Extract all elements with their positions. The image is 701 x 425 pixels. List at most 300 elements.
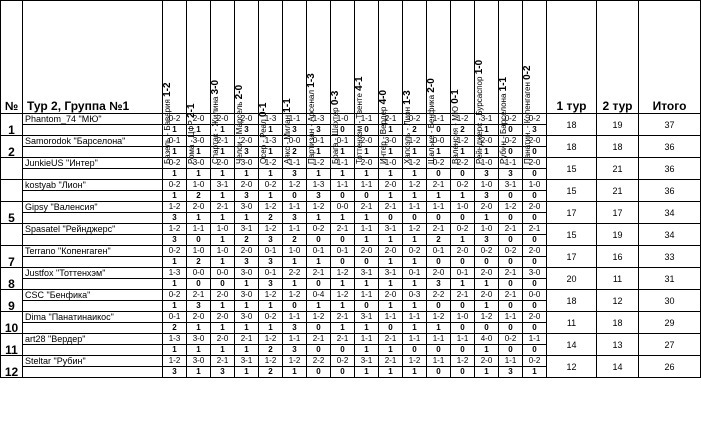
page-title: Тур 2, Группа №1 [23, 1, 163, 114]
prediction-cell: 2-0 [379, 290, 403, 301]
points-cell: 0 [307, 345, 331, 356]
points-cell: 3 [475, 191, 499, 202]
points-cell: 0 [499, 213, 523, 224]
prediction-cell: 0-1 [259, 246, 283, 257]
rank-cell: 9 [1, 290, 23, 312]
points-cell: 0 [451, 301, 475, 312]
rank-cell: 10 [1, 312, 23, 334]
prediction-cell: 1-0 [211, 224, 235, 235]
prediction-cell: 3-0 [235, 290, 259, 301]
points-cell: 1 [403, 147, 427, 158]
table-row [1, 224, 701, 235]
points-cell: 1 [307, 301, 331, 312]
points-cell: 1 [355, 213, 379, 224]
total-points: 30 [639, 290, 701, 312]
prediction-cell: 2-0 [211, 334, 235, 345]
prediction-cell: 3-1 [211, 180, 235, 191]
table-row [1, 334, 701, 345]
prediction-cell: 1-2 [403, 356, 427, 367]
points-cell: 1 [283, 367, 307, 378]
round2-header: 2 тур [597, 1, 639, 114]
points-cell: 1 [427, 147, 451, 158]
points-cell: 0 [427, 213, 451, 224]
points-cell: 1 [331, 213, 355, 224]
prediction-cell: 1-1 [283, 334, 307, 345]
points-cell: 1 [187, 323, 211, 334]
match-score: 0-3 [329, 90, 341, 106]
points-cell: 0 [499, 125, 523, 136]
prediction-cell: 1-2 [259, 334, 283, 345]
prediction-cell: 2-1 [499, 224, 523, 235]
points-cell: 1 [163, 279, 187, 290]
points-cell: 1 [475, 345, 499, 356]
points-cell: 1 [379, 125, 403, 136]
points-cell: 3 [283, 213, 307, 224]
prediction-cell: 1-2 [451, 114, 475, 125]
match-teams: Базель - Бавария [162, 99, 172, 164]
prediction-cell: 1-2 [451, 356, 475, 367]
prediction-cell: 1-1 [427, 114, 451, 125]
round2-points: 21 [597, 180, 639, 202]
prediction-cell: 3-1 [235, 356, 259, 367]
points-cell: 3 [235, 125, 259, 136]
prediction-cell: 1-2 [403, 158, 427, 169]
match-score: 4-1 [353, 76, 365, 91]
match-teams: Панатин. - Копенгаген [522, 82, 532, 164]
prediction-cell: 1-3 [163, 268, 187, 279]
points-cell: 1 [163, 191, 187, 202]
points-cell: 2 [259, 213, 283, 224]
prediction-cell: 1-3 [163, 334, 187, 345]
points-cell: 1 [235, 345, 259, 356]
prediction-cell: 2-1 [331, 334, 355, 345]
points-cell: 0 [307, 323, 331, 334]
points-cell: 0 [499, 147, 523, 158]
points-cell: 3 [283, 323, 307, 334]
prediction-cell: 2-0 [379, 180, 403, 191]
points-cell: 0 [499, 257, 523, 268]
round1-points: 15 [547, 224, 597, 246]
prediction-cell: 0-2 [259, 180, 283, 191]
points-cell: 0 [427, 125, 451, 136]
prediction-cell: 2-0 [355, 158, 379, 169]
round1-points: 15 [547, 180, 597, 202]
prediction-cell: 0-2 [163, 158, 187, 169]
prediction-cell: 2-2 [283, 268, 307, 279]
name-spacer [23, 367, 163, 378]
points-cell: 3 [259, 257, 283, 268]
points-cell: 1 [355, 147, 379, 158]
match-teams: Спартак - Жилина [210, 96, 220, 164]
prediction-cell: 2-1 [379, 114, 403, 125]
prediction-cell: 2-1 [379, 202, 403, 213]
prediction-cell: 1-2 [475, 312, 499, 323]
points-cell: 0 [427, 345, 451, 356]
points-cell: 3 [163, 213, 187, 224]
prediction-cell: 0-2 [499, 114, 523, 125]
table-row [1, 246, 701, 257]
prediction-cell: 1-2 [451, 136, 475, 147]
table-row [1, 180, 701, 191]
prediction-cell: 0-2 [307, 224, 331, 235]
points-cell: 1 [211, 235, 235, 246]
points-cell: 1 [475, 279, 499, 290]
points-cell: 2 [187, 257, 211, 268]
round2-points: 19 [597, 224, 639, 246]
points-cell: 1 [187, 169, 211, 180]
name-spacer [23, 213, 163, 224]
match-score: 2-0 [233, 84, 245, 100]
rank-cell: 5 [1, 202, 23, 224]
points-cell: 3 [427, 279, 451, 290]
points-cell: 0 [187, 279, 211, 290]
prediction-cell: 1-1 [331, 180, 355, 191]
prediction-cell: 1-0 [451, 312, 475, 323]
points-cell: 0 [523, 169, 547, 180]
table-row [1, 158, 701, 169]
prediction-cell: 1-1 [283, 114, 307, 125]
points-cell: 1 [211, 213, 235, 224]
prediction-cell: 2-0 [523, 136, 547, 147]
points-cell: 1 [187, 125, 211, 136]
prediction-cell: 2-0 [211, 290, 235, 301]
total-points: 26 [639, 356, 701, 378]
participant-name: Phantom_74 "МЮ" [23, 114, 163, 125]
points-cell: 2 [283, 235, 307, 246]
prediction-cell: 0-1 [163, 136, 187, 147]
points-cell: 3 [235, 257, 259, 268]
round2-points: 19 [597, 114, 639, 136]
prediction-cell: 1-1 [355, 334, 379, 345]
prediction-cell: 0-1 [403, 268, 427, 279]
points-cell: 0 [331, 257, 355, 268]
prediction-cell: 1-2 [283, 356, 307, 367]
prediction-cell: 2-0 [187, 202, 211, 213]
prediction-cell: 2-1 [379, 356, 403, 367]
participant-name: Spasatel "Рейнджерс" [23, 224, 163, 235]
points-cell: 0 [523, 147, 547, 158]
points-cell: 1 [379, 169, 403, 180]
points-cell: 3 [235, 191, 259, 202]
prediction-cell: 0-2 [163, 180, 187, 191]
points-cell: 0 [499, 345, 523, 356]
prediction-cell: 0-2 [163, 246, 187, 257]
prediction-cell: 1-0 [283, 246, 307, 257]
points-cell: 0 [451, 323, 475, 334]
prediction-cell: 0-1 [331, 136, 355, 147]
prediction-cell: 0-0 [523, 290, 547, 301]
prediction-cell: 1-1 [355, 180, 379, 191]
prediction-cell: 3-0 [187, 334, 211, 345]
points-cell: 0 [523, 213, 547, 224]
table-row [1, 356, 701, 367]
prediction-cell: 1-2 [283, 290, 307, 301]
name-spacer [23, 323, 163, 334]
prediction-cell: 1-1 [451, 334, 475, 345]
points-cell: 1 [523, 367, 547, 378]
prediction-cell: 3-0 [187, 136, 211, 147]
prediction-cell: 2-0 [451, 246, 475, 257]
rank-cell: 7 [1, 246, 23, 268]
match-score: 1-2 [161, 82, 173, 97]
prediction-cell: 2-0 [475, 290, 499, 301]
prediction-cell: 1-2 [427, 312, 451, 323]
total-points: 36 [639, 136, 701, 158]
points-cell: 1 [475, 213, 499, 224]
prediction-cell: 1-2 [283, 180, 307, 191]
points-cell: 1 [163, 125, 187, 136]
prediction-cell: 0-4 [307, 290, 331, 301]
prediction-cell: 3-0 [523, 268, 547, 279]
participant-name: CSC "Бенфика" [23, 290, 163, 301]
prediction-cell: 1-1 [427, 334, 451, 345]
points-cell: 1 [403, 169, 427, 180]
points-cell: 3 [283, 125, 307, 136]
prediction-cell: 3-0 [187, 356, 211, 367]
prediction-cell: 0-3 [403, 290, 427, 301]
prediction-cell: 2-0 [523, 246, 547, 257]
prediction-cell: 1-1 [379, 312, 403, 323]
prediction-cell: 4-0 [475, 334, 499, 345]
match-score: 1-1 [281, 98, 293, 113]
match-teams: Челси - Марсель [234, 101, 244, 164]
name-spacer [23, 169, 163, 180]
match-teams: Интер - Вердер [378, 106, 388, 164]
table-row [1, 136, 701, 147]
prediction-cell: 1-1 [403, 202, 427, 213]
prediction-cell: 3-1 [355, 268, 379, 279]
prediction-cell: 1-1 [331, 158, 355, 169]
points-cell: 1 [379, 191, 403, 202]
prediction-cell: 1-2 [163, 356, 187, 367]
rank-cell [1, 158, 23, 180]
prediction-cell: 3-1 [499, 180, 523, 191]
prediction-cell: 1-1 [355, 290, 379, 301]
points-cell: 2 [259, 345, 283, 356]
points-cell: 0 [283, 191, 307, 202]
prediction-cell: 3-0 [379, 136, 403, 147]
points-cell: 0 [307, 279, 331, 290]
match-score: 0-1 [449, 89, 461, 104]
points-cell: 2 [283, 147, 307, 158]
prediction-cell: 0-2 [331, 356, 355, 367]
points-cell: 0 [283, 301, 307, 312]
points-cell: 0 [451, 257, 475, 268]
prediction-cell: 0-0 [331, 202, 355, 213]
points-cell: 0 [379, 323, 403, 334]
table-row [1, 312, 701, 323]
points-cell: 3 [307, 125, 331, 136]
prediction-cell: 1-2 [403, 180, 427, 191]
prediction-cell: 1-1 [283, 158, 307, 169]
points-cell: 3 [307, 191, 331, 202]
points-cell: 0 [523, 279, 547, 290]
prediction-cell: 2-0 [475, 202, 499, 213]
participant-name: Gipsy "Валенсия" [23, 202, 163, 213]
points-cell: 1 [235, 367, 259, 378]
round2-points: 17 [597, 202, 639, 224]
points-cell: 0 [403, 345, 427, 356]
prediction-cell: 0-2 [499, 246, 523, 257]
points-cell: 0 [379, 213, 403, 224]
prediction-cell: 3-1 [379, 224, 403, 235]
prediction-cell: 2-0 [427, 268, 451, 279]
points-cell: 1 [211, 169, 235, 180]
prediction-cell: 2-0 [235, 246, 259, 257]
prediction-cell: 0-0 [211, 268, 235, 279]
prediction-cell: 2-1 [523, 224, 547, 235]
prediction-cell: 1-3 [259, 114, 283, 125]
points-cell: 0 [331, 345, 355, 356]
table-body [1, 114, 701, 378]
round1-header: 1 тур [547, 1, 597, 114]
points-cell: 1 [163, 345, 187, 356]
points-cell: 3 [163, 367, 187, 378]
prediction-cell: 1-1 [283, 202, 307, 213]
points-cell: 3 [211, 367, 235, 378]
points-cell: 1 [307, 213, 331, 224]
prediction-cell: 2-0 [523, 158, 547, 169]
points-cell: 3 [259, 279, 283, 290]
points-cell: 0 [499, 301, 523, 312]
points-cell: 1 [451, 147, 475, 158]
points-cell: 0 [355, 301, 379, 312]
prediction-cell: 1-0 [379, 158, 403, 169]
prediction-cell: 1-1 [499, 356, 523, 367]
points-cell: 1 [163, 301, 187, 312]
points-cell: 1 [283, 279, 307, 290]
round2-points: 11 [597, 268, 639, 290]
match-teams: Тоттенхэм - Твенте [354, 93, 364, 164]
prediction-cell: 2-0 [211, 158, 235, 169]
points-cell: 1 [379, 235, 403, 246]
round1-points: 11 [547, 312, 597, 334]
round2-points: 18 [597, 312, 639, 334]
prediction-cell: 1-0 [523, 180, 547, 191]
points-cell: 1 [187, 367, 211, 378]
prediction-cell: 0-2 [163, 290, 187, 301]
prediction-cell: 3-1 [379, 268, 403, 279]
prediction-cell: 2-2 [451, 158, 475, 169]
prediction-cell: 1-2 [163, 224, 187, 235]
points-cell: 0 [331, 235, 355, 246]
points-cell: 2 [259, 367, 283, 378]
total-points: 31 [639, 268, 701, 290]
prediction-cell: 1-1 [403, 312, 427, 323]
participant-name: Justfox "Тоттенхэм" [23, 268, 163, 279]
name-spacer [23, 345, 163, 356]
prediction-cell: 0-1 [451, 268, 475, 279]
points-cell: 2 [403, 125, 427, 136]
points-cell: 1 [403, 235, 427, 246]
points-cell: 0 [403, 213, 427, 224]
prediction-cell: 1-1 [427, 356, 451, 367]
prediction-cell: 1-1 [283, 312, 307, 323]
points-cell: 1 [451, 191, 475, 202]
prediction-cell: 1-0 [475, 224, 499, 235]
round1-points: 14 [547, 334, 597, 356]
prediction-cell: 1-2 [259, 202, 283, 213]
points-cell: 1 [211, 147, 235, 158]
points-cell: 1 [427, 191, 451, 202]
match-score: 4-0 [377, 89, 389, 105]
prediction-cell: 1-1 [403, 334, 427, 345]
points-cell: 1 [379, 257, 403, 268]
participant-name: Terrano "Копенгаген" [23, 246, 163, 257]
points-cell: 0 [211, 279, 235, 290]
points-cell: 2 [235, 235, 259, 246]
prediction-cell: 1-0 [451, 202, 475, 213]
prediction-cell: 0-2 [403, 114, 427, 125]
prediction-cell: 0-1 [259, 268, 283, 279]
prediction-cell: 0-2 [499, 334, 523, 345]
points-cell: 0 [451, 169, 475, 180]
prediction-cell: 3-0 [235, 268, 259, 279]
prediction-cell: 2-1 [427, 224, 451, 235]
name-spacer [23, 279, 163, 290]
points-cell: 0 [499, 191, 523, 202]
match-teams: Осер - Реал [258, 119, 268, 164]
prediction-cell: 2-0 [475, 356, 499, 367]
prediction-cell: 1-2 [331, 268, 355, 279]
prediction-cell: 2-0 [235, 180, 259, 191]
prediction-cell: 2-0 [379, 246, 403, 257]
points-cell: 1 [307, 257, 331, 268]
prediction-cell: 2-0 [475, 136, 499, 147]
prediction-cell: 1-1 [283, 224, 307, 235]
match-teams: Брага - Шахтер [330, 107, 340, 164]
points-cell: 1 [187, 147, 211, 158]
prediction-cell: 0-2 [163, 114, 187, 125]
participant-name: Samorodok "Барселона" [23, 136, 163, 147]
points-cell: 3 [235, 147, 259, 158]
points-cell: 1 [403, 301, 427, 312]
total-header: Итого [639, 1, 701, 114]
name-spacer [23, 301, 163, 312]
prediction-cell: 1-1 [355, 224, 379, 235]
rank-cell: 8 [1, 268, 23, 290]
prediction-cell: 0-1 [331, 246, 355, 257]
rank-cell [1, 180, 23, 202]
points-cell: 0 [475, 257, 499, 268]
points-cell: 0 [331, 367, 355, 378]
prediction-cell: 3-0 [187, 158, 211, 169]
prediction-cell: 0-2 [523, 114, 547, 125]
prediction-cell: 0-2 [451, 224, 475, 235]
prediction-cell: 2-0 [211, 312, 235, 323]
round2-points: 16 [597, 246, 639, 268]
table-row [1, 268, 701, 279]
total-points: 36 [639, 180, 701, 202]
name-spacer [23, 191, 163, 202]
match-teams: Рубин - Барселона [498, 93, 508, 164]
points-cell: 0 [523, 191, 547, 202]
prediction-cell: 2-1 [379, 334, 403, 345]
prediction-cell: 1-1 [499, 312, 523, 323]
points-cell: 0 [427, 169, 451, 180]
prediction-cell: 1-2 [307, 158, 331, 169]
participant-name: Steltar "Рубин" [23, 356, 163, 367]
points-cell: 0 [523, 301, 547, 312]
prediction-cell: 2-0 [235, 114, 259, 125]
round2-points: 18 [597, 136, 639, 158]
prediction-cell: 0-2 [499, 136, 523, 147]
prediction-cell: 1-3 [259, 136, 283, 147]
points-cell: 3 [259, 235, 283, 246]
total-points: 34 [639, 224, 701, 246]
points-cell: 1 [163, 257, 187, 268]
points-cell: 1 [379, 301, 403, 312]
